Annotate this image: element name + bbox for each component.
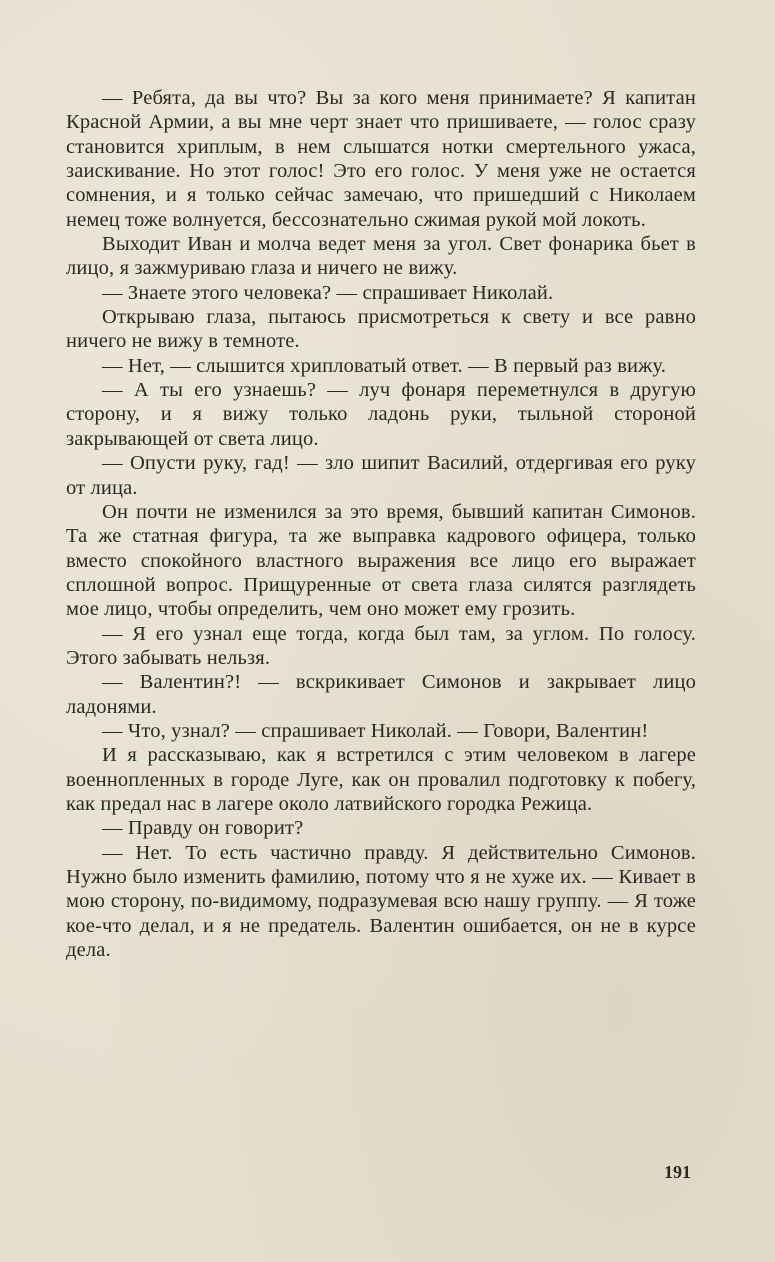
page-number: 191 bbox=[664, 1162, 691, 1182]
paragraph: — А ты его узнаешь? — луч фонаря переметнулся в другую сторону, и я вижу только ладонь руки, тыльной стороной закрывающей от света лицо. bbox=[66, 379, 696, 450]
paragraph: — Валентин?! — вскрикивает Симонов и закрывает лицо ладонями. bbox=[66, 671, 696, 718]
paragraph: И я рассказываю, как я встретился с этим человеком в лагере военнопленных в городе Луге, как он провалил подготовку к побегу, как предал нас в лагере около латвийского городка Режица. bbox=[66, 744, 696, 815]
page-text bbox=[66, 86, 696, 962]
paragraph: Он почти не изменился за это время, бывший капитан Симонов. Та же статная фигура, та же выправка кадрового офицера, только вместо спокойного властного выражения все лицо его выражает сплошной вопрос. Прищуренные от света глаза силятся разглядеть мое лицо, чтобы определить, чем оно может ему грозить. bbox=[66, 500, 696, 621]
paragraph: — Знаете этого человека? — спрашивает Николай. bbox=[102, 281, 554, 304]
paragraph: — Нет. То есть частично правду. Я действительно Симонов. Нужно было изменить фамилию, потому что я не хуже их. — Кивает в мою сторону, по-видимому, подразумевая всю нашу группу. — Я тоже кое-что делал, и я не предатель. Валентин ошибается, он не в курсе дела. bbox=[66, 841, 696, 962]
paragraph: — Опусти руку, гад! — зло шипит Василий, отдергивая его руку от лица. bbox=[66, 452, 696, 499]
paragraph: Выходит Иван и молча ведет меня за угол. Свет фонарика бьет в лицо, я зажмуриваю глаза и ничего не вижу. bbox=[66, 233, 696, 280]
paragraph: — Я его узнал еще тогда, когда был там, за углом. По голосу. Этого забывать нельзя. bbox=[66, 622, 696, 669]
paragraph: — Что, узнал? — спрашивает Николай. — Говори, Валентин! bbox=[102, 719, 649, 742]
paragraph: — Правду он говорит? bbox=[102, 817, 304, 840]
paragraph: Открываю глаза, пытаюсь присмотреться к свету и все равно ничего не вижу в темноте. bbox=[66, 306, 696, 353]
paragraph: — Ребята, да вы что? Вы за кого меня принимаете? Я капитан Красной Армии, а вы мне черт знает что пришиваете, — голос сразу становится хриплым, в нем слышатся нотки смертельного ужаса, заискивание. Но этот голос! Это его голос. У меня уже не остается сомнения, и я только сейчас замечаю, что пришедший с Николаем немец тоже волнуется, бессознательно сжимая рукой мой локоть. bbox=[66, 87, 696, 231]
paragraph: — Нет, — слышится хрипловатый ответ. — В первый раз вижу. bbox=[102, 354, 667, 377]
